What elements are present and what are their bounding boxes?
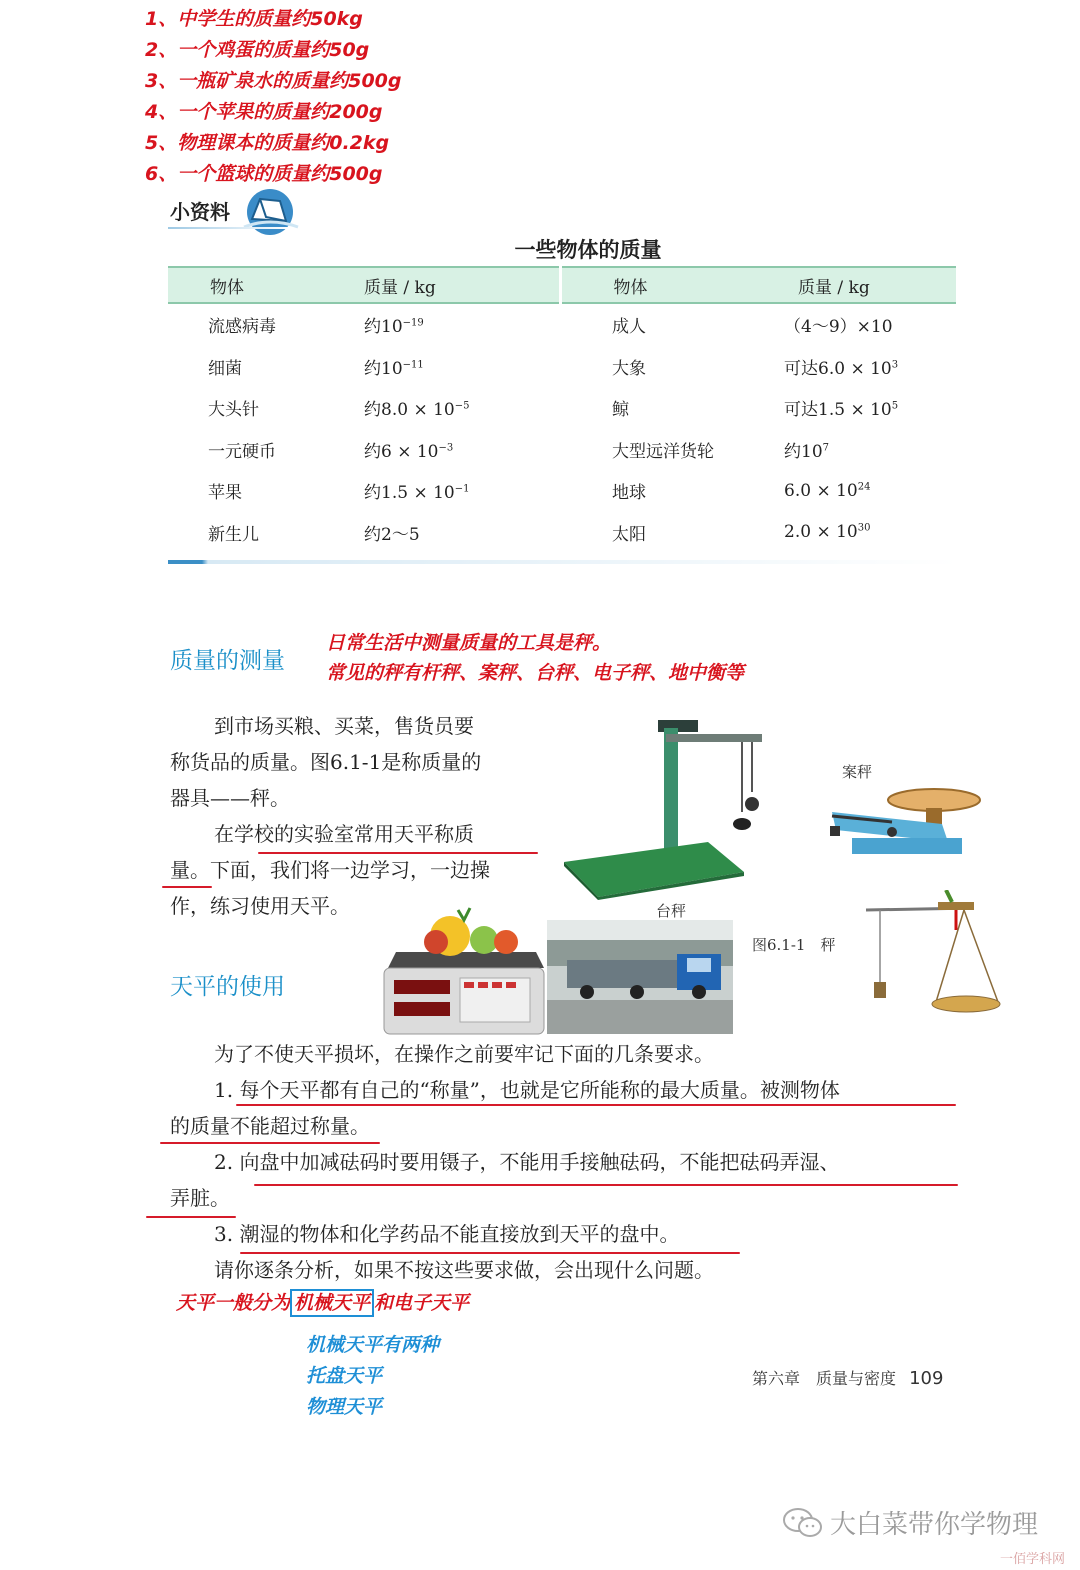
note-line: 托盘天平 (306, 1365, 383, 1387)
note-line: 5、物理课本的质量约0.2kg (145, 132, 390, 154)
info-box-label: 小资料 (170, 200, 230, 224)
handwritten-note: 日常生活中测量质量的工具是秤。 (326, 632, 612, 654)
red-underline (160, 1142, 380, 1144)
electronic-scale-image (376, 906, 548, 1038)
mass-value: 可达$1.5 \times 10^5$ (784, 400, 899, 421)
mass-value: 约$6 \times 10^{-3}$ (364, 441, 454, 462)
text-line: 1. 每个天平都有自己的“称量”，也就是它所能称的最大质量。被测物体 (214, 1078, 840, 1102)
text-line: 请你逐条分析，如果不按这些要求做，会出现什么问题。 (214, 1258, 714, 1282)
note-line: 物理天平 (306, 1396, 383, 1418)
text-line: 2. 向盘中加减砝码时要用镊子，不能用手接触砝码，不能把砝码弄湿、 (214, 1150, 840, 1174)
table-header-cell: 物体 (168, 267, 364, 303)
handwritten-note: 常见的秤有杆秤、案秤、台秤、电子秤、地中衡等 (326, 662, 745, 684)
table-header-cell: 质量 / kg (364, 267, 560, 303)
watermark-account: 大白菜带你学物理 (830, 1510, 1039, 1540)
red-underline (240, 1252, 740, 1254)
object-name: 大头针 (208, 400, 259, 421)
table-row (168, 387, 956, 429)
platform-scale-image (558, 712, 764, 900)
text-line: 弄脏。 (170, 1186, 230, 1210)
table-bottom-rule (168, 560, 958, 564)
handwritten-note-balance-types (176, 1288, 469, 1315)
counter-scale-image (822, 782, 982, 864)
object-name: 成人 (612, 317, 646, 338)
text-line: 量。下面，我们将一边学习，一边操 (170, 858, 490, 882)
page-number: 109 (909, 1368, 944, 1389)
page-footer (752, 1366, 943, 1389)
note-prefix: 天平一般分为 (176, 1292, 291, 1314)
object-name: 地球 (612, 483, 646, 504)
text-line: 称货品的质量。图6.1-1是称质量的 (170, 750, 482, 774)
object-name: 鲸 (612, 400, 629, 421)
handwritten-notes-top (145, 4, 401, 190)
label-platform-scale: 台秤 (656, 902, 687, 920)
text-line: 的质量不能超过称量。 (170, 1114, 370, 1138)
table-row (168, 512, 956, 554)
mass-table (168, 266, 956, 553)
note-line: 机械天平有两种 (306, 1334, 440, 1356)
note-line: 1、中学生的质量约50kg (145, 8, 363, 30)
table-header-cell: 质量 / kg (752, 267, 956, 303)
object-name: 苹果 (208, 483, 242, 504)
info-box-top-rule (168, 227, 288, 229)
object-name: 太阳 (612, 524, 646, 545)
mass-value: （4～9）×10 (784, 317, 893, 338)
book-icon (240, 187, 302, 237)
object-name: 大型远洋货轮 (612, 441, 714, 462)
mass-value: 约$10^{-11}$ (364, 358, 424, 379)
label-counter-scale: 案秤 (842, 763, 873, 781)
note-suffix: 和电子天平 (374, 1292, 470, 1314)
handwritten-notes-blue (306, 1330, 439, 1423)
red-underline (254, 1184, 958, 1186)
object-name: 细菌 (208, 358, 242, 379)
note-line: 4、一个苹果的质量约200g (145, 101, 383, 123)
table-row (168, 303, 956, 346)
object-name: 流感病毒 (208, 317, 276, 338)
table-row (168, 429, 956, 471)
red-underline (236, 1104, 956, 1106)
weighbridge-truck-image (547, 920, 733, 1034)
mass-value: 约$10^{-19}$ (364, 317, 424, 338)
balance-rules (170, 1036, 960, 1288)
chapter-title: 第六章 质量与密度 (752, 1369, 897, 1388)
table-header-row (168, 267, 956, 303)
mass-value: 约$8.0 \times 10^{-5}$ (364, 400, 470, 421)
red-underline (146, 1216, 236, 1218)
watermark-site: 一佰学科网 (1000, 1552, 1066, 1567)
mass-value: 可达$6.0 \times 10^3$ (784, 358, 899, 379)
mass-value: 约$10^7$ (784, 441, 830, 462)
wechat-icon (782, 1506, 824, 1540)
mass-value: 约$1.5 \times 10^{-1}$ (364, 483, 470, 504)
table-header-cell: 物体 (560, 267, 752, 303)
text-line: 器具——秤。 (170, 786, 290, 810)
red-underline (162, 886, 212, 888)
table-row (168, 346, 956, 388)
figure-caption: 图6.1-1 秤 (752, 936, 836, 954)
object-name: 新生儿 (208, 524, 259, 545)
note-line: 6、一个篮球的质量约500g (145, 163, 383, 185)
boxed-term: 机械天平 (290, 1289, 374, 1317)
object-name: 大象 (612, 358, 646, 379)
mass-value: 约2～5 (364, 524, 420, 545)
section-title-balance: 天平的使用 (170, 974, 285, 1000)
steelyard-image (856, 890, 1006, 1022)
mass-value: $6.0 \times 10^{24}$ (784, 480, 871, 501)
text-line: 为了不使天平损坏，在操作之前要牢记下面的几条要求。 (214, 1042, 714, 1066)
red-underline (258, 852, 538, 854)
note-line: 2、一个鸡蛋的质量约50g (145, 39, 370, 61)
text-line: 到市场买粮、买菜，售货员要 (214, 714, 474, 738)
text-line: 在学校的实验室常用天平称质 (214, 822, 474, 846)
text-line: 3. 潮湿的物体和化学药品不能直接放到天平的盘中。 (214, 1222, 680, 1246)
paragraph-1 (170, 708, 550, 924)
object-name: 一元硬币 (208, 441, 276, 462)
note-line: 3、一瓶矿泉水的质量约500g (145, 70, 402, 92)
table-title: 一些物体的质量 (514, 238, 662, 262)
table-row (168, 470, 956, 512)
text-line: 作，练习使用天平。 (170, 894, 350, 918)
mass-value: $2.0 \times 10^{30}$ (784, 522, 871, 543)
section-title-measurement: 质量的测量 (170, 648, 285, 674)
